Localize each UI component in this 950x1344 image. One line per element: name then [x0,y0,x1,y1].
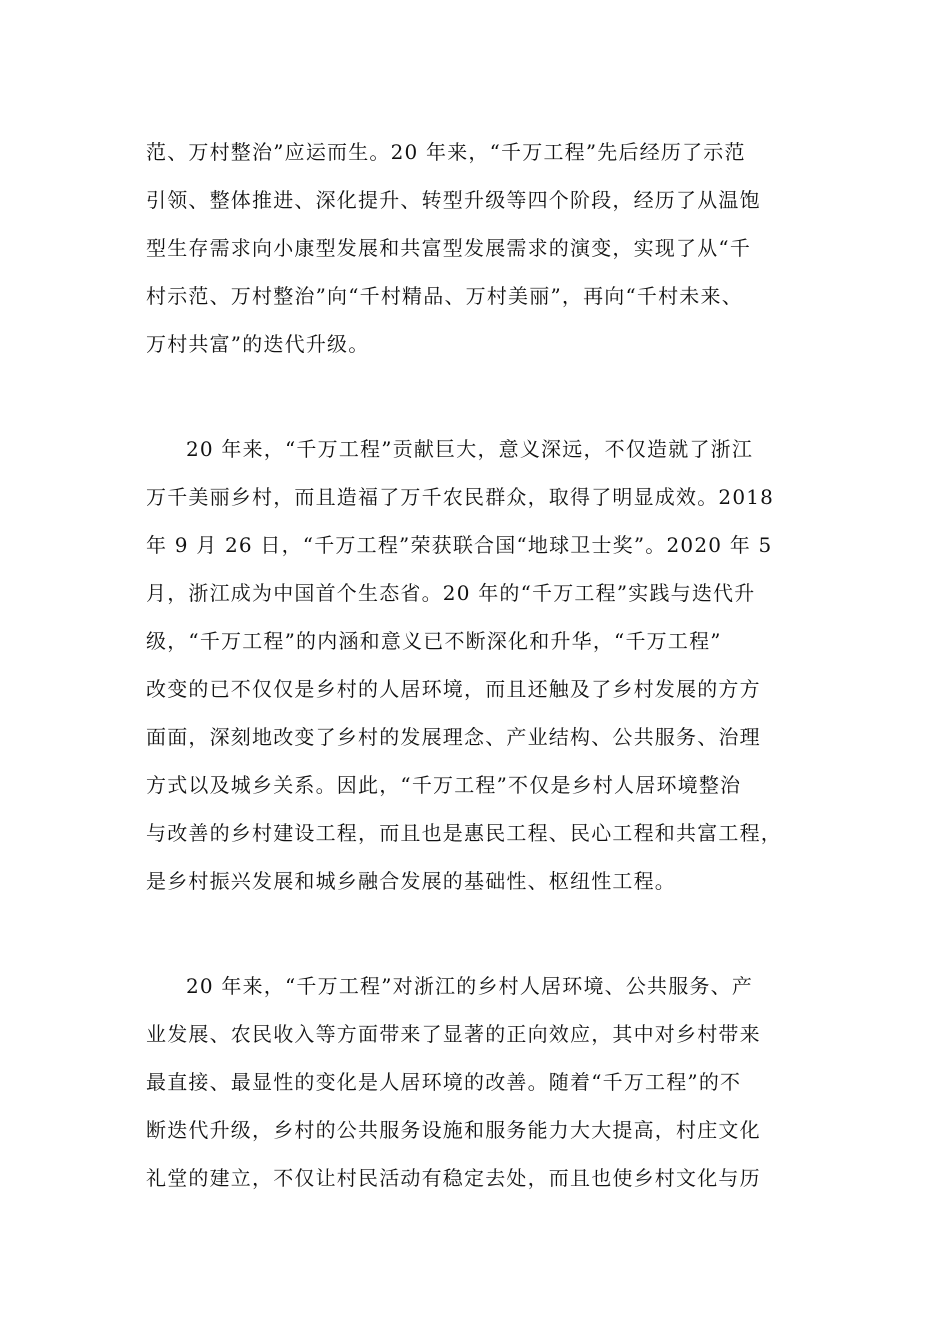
paragraph-line: 村示范、万村整治”向“千村精品、万村美丽”，再向“千村未来、 [146,284,743,308]
paragraph-line: 型生存需求向小康型发展和共富型发展需求的演变，实现了从“千 [146,236,752,260]
paragraph-line: 年 9 月 26 日，“千万工程”荣获联合国“地球卫士奖”。2020 年 5 [146,533,773,557]
paragraph-line: 20 年来，“千万工程”贡献巨大，意义深远，不仅造就了浙江 [186,437,754,461]
paragraph-3 [146,962,836,1202]
paragraph-line: 万千美丽乡村，而且造福了万千农民群众，取得了明显成效。2018 [146,485,775,509]
paragraph-2 [146,425,836,905]
paragraph-1 [146,128,836,368]
paragraph-line: 礼堂的建立，不仅让村民活动有稳定去处，而且也使乡村文化与历 [146,1166,761,1190]
paragraph-line: 断迭代升级，乡村的公共服务设施和服务能力大大提高，村庄文化 [146,1118,761,1142]
paragraph-line: 万村共富”的迭代升级。 [146,332,370,356]
paragraph-line: 与改善的乡村建设工程，而且也是惠民工程、民心工程和共富工程， [146,821,782,845]
paragraph-line: 改变的已不仅仅是乡村的人居环境，而且还触及了乡村发展的方方 [146,677,761,701]
paragraph-line: 范、万村整治”应运而生。20 年来，“千万工程”先后经历了示范 [146,140,746,164]
paragraph-line: 方式以及城乡关系。因此，“千万工程”不仅是乡村人居环境整治 [146,773,742,797]
paragraph-line: 是乡村振兴发展和城乡融合发展的基础性、枢纽性工程。 [146,869,676,893]
paragraph-line: 月，浙江成为中国首个生态省。20 年的“千万工程”实践与迭代升 [146,581,756,605]
paragraph-line: 20 年来，“千万工程”对浙江的乡村人居环境、公共服务、产 [186,974,754,998]
paragraph-line: 最直接、最显性的变化是人居环境的改善。随着“千万工程”的不 [146,1070,742,1094]
paragraph-line: 级，“千万工程”的内涵和意义已不断深化和升华，“千万工程” [146,629,722,653]
paragraph-line: 业发展、农民收入等方面带来了显著的正向效应，其中对乡村带来 [146,1022,761,1046]
paragraph-line: 引领、整体推进、深化提升、转型升级等四个阶段，经历了从温饱 [146,188,761,212]
paragraph-line: 面面，深刻地改变了乡村的发展理念、产业结构、公共服务、治理 [146,725,761,749]
